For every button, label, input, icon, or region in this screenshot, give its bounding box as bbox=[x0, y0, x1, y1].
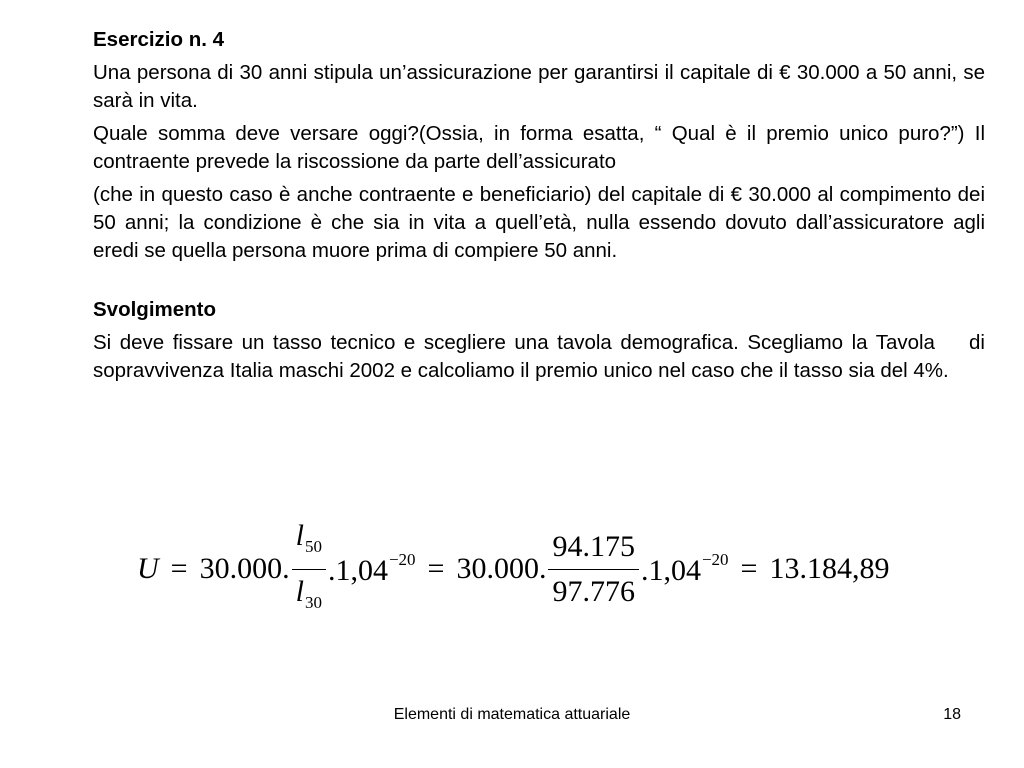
numeric-ratio-fraction bbox=[548, 527, 639, 612]
survival-ratio-fraction bbox=[292, 516, 326, 623]
fraction-numerator: $l_{50}$ bbox=[295, 518, 322, 556]
formula-capital: 30.000. bbox=[456, 552, 547, 585]
premium-formula bbox=[137, 514, 889, 624]
spacer bbox=[93, 270, 985, 296]
exercise-paragraph: Una persona di 30 anni stipula un’assicurazione per garantirsi il capitale di € 30.000 a 50 anni, se sarà in vita. bbox=[93, 61, 985, 112]
fraction-denominator: 97.776 bbox=[552, 574, 635, 608]
page-number: 18 bbox=[943, 706, 961, 723]
solution-paragraph: Si deve fissare un tasso tecnico e scegliere una tavola demografica. Scegliamo la Tavola di sopravvivenza Italia maschi 2002 e calcoliamo il premio unico nel caso che il tasso sia del 4%. bbox=[93, 331, 991, 382]
exercise-paragraph: (che in questo caso è anche contraente e beneficiario) del capitale di € 30.000 al compimento dei 50 anni; la condizione è che sia in vita a quell’età, nulla essendo dovuto dall’assicuratore agli eredi se quella persona muore prima di compiere 50 anni. bbox=[93, 183, 985, 262]
fraction-denominator: $l_{30}$ bbox=[295, 574, 322, 612]
formula-result: 13.184,89 bbox=[769, 552, 890, 585]
exercise-title: Esercizio n. 4 bbox=[93, 28, 225, 51]
fraction-bar bbox=[548, 569, 639, 570]
formula-capital: 30.000. bbox=[199, 552, 290, 585]
formula-equals: = bbox=[740, 552, 758, 585]
formula-lhs: U bbox=[137, 552, 159, 585]
footer-title: Elementi di matematica attuariale bbox=[393, 706, 631, 723]
fraction-bar bbox=[292, 569, 326, 570]
fraction-numerator: 94.175 bbox=[552, 529, 635, 563]
formula-equals: = bbox=[427, 552, 445, 585]
slide-content bbox=[93, 26, 991, 390]
formula-equals: = bbox=[170, 552, 188, 585]
solution-title: Svolgimento bbox=[93, 298, 217, 321]
formula-discount-factor: $.1,04^{-20}$ bbox=[640, 550, 729, 587]
exercise-paragraph: Quale somma deve versare oggi?(Ossia, in forma esatta, “ Qual è il premio unico puro?”) Il contraente prevede la riscossione da parte dell’assicurato bbox=[93, 122, 985, 173]
formula-discount-factor: $.1,04^{-20}$ bbox=[327, 550, 416, 587]
